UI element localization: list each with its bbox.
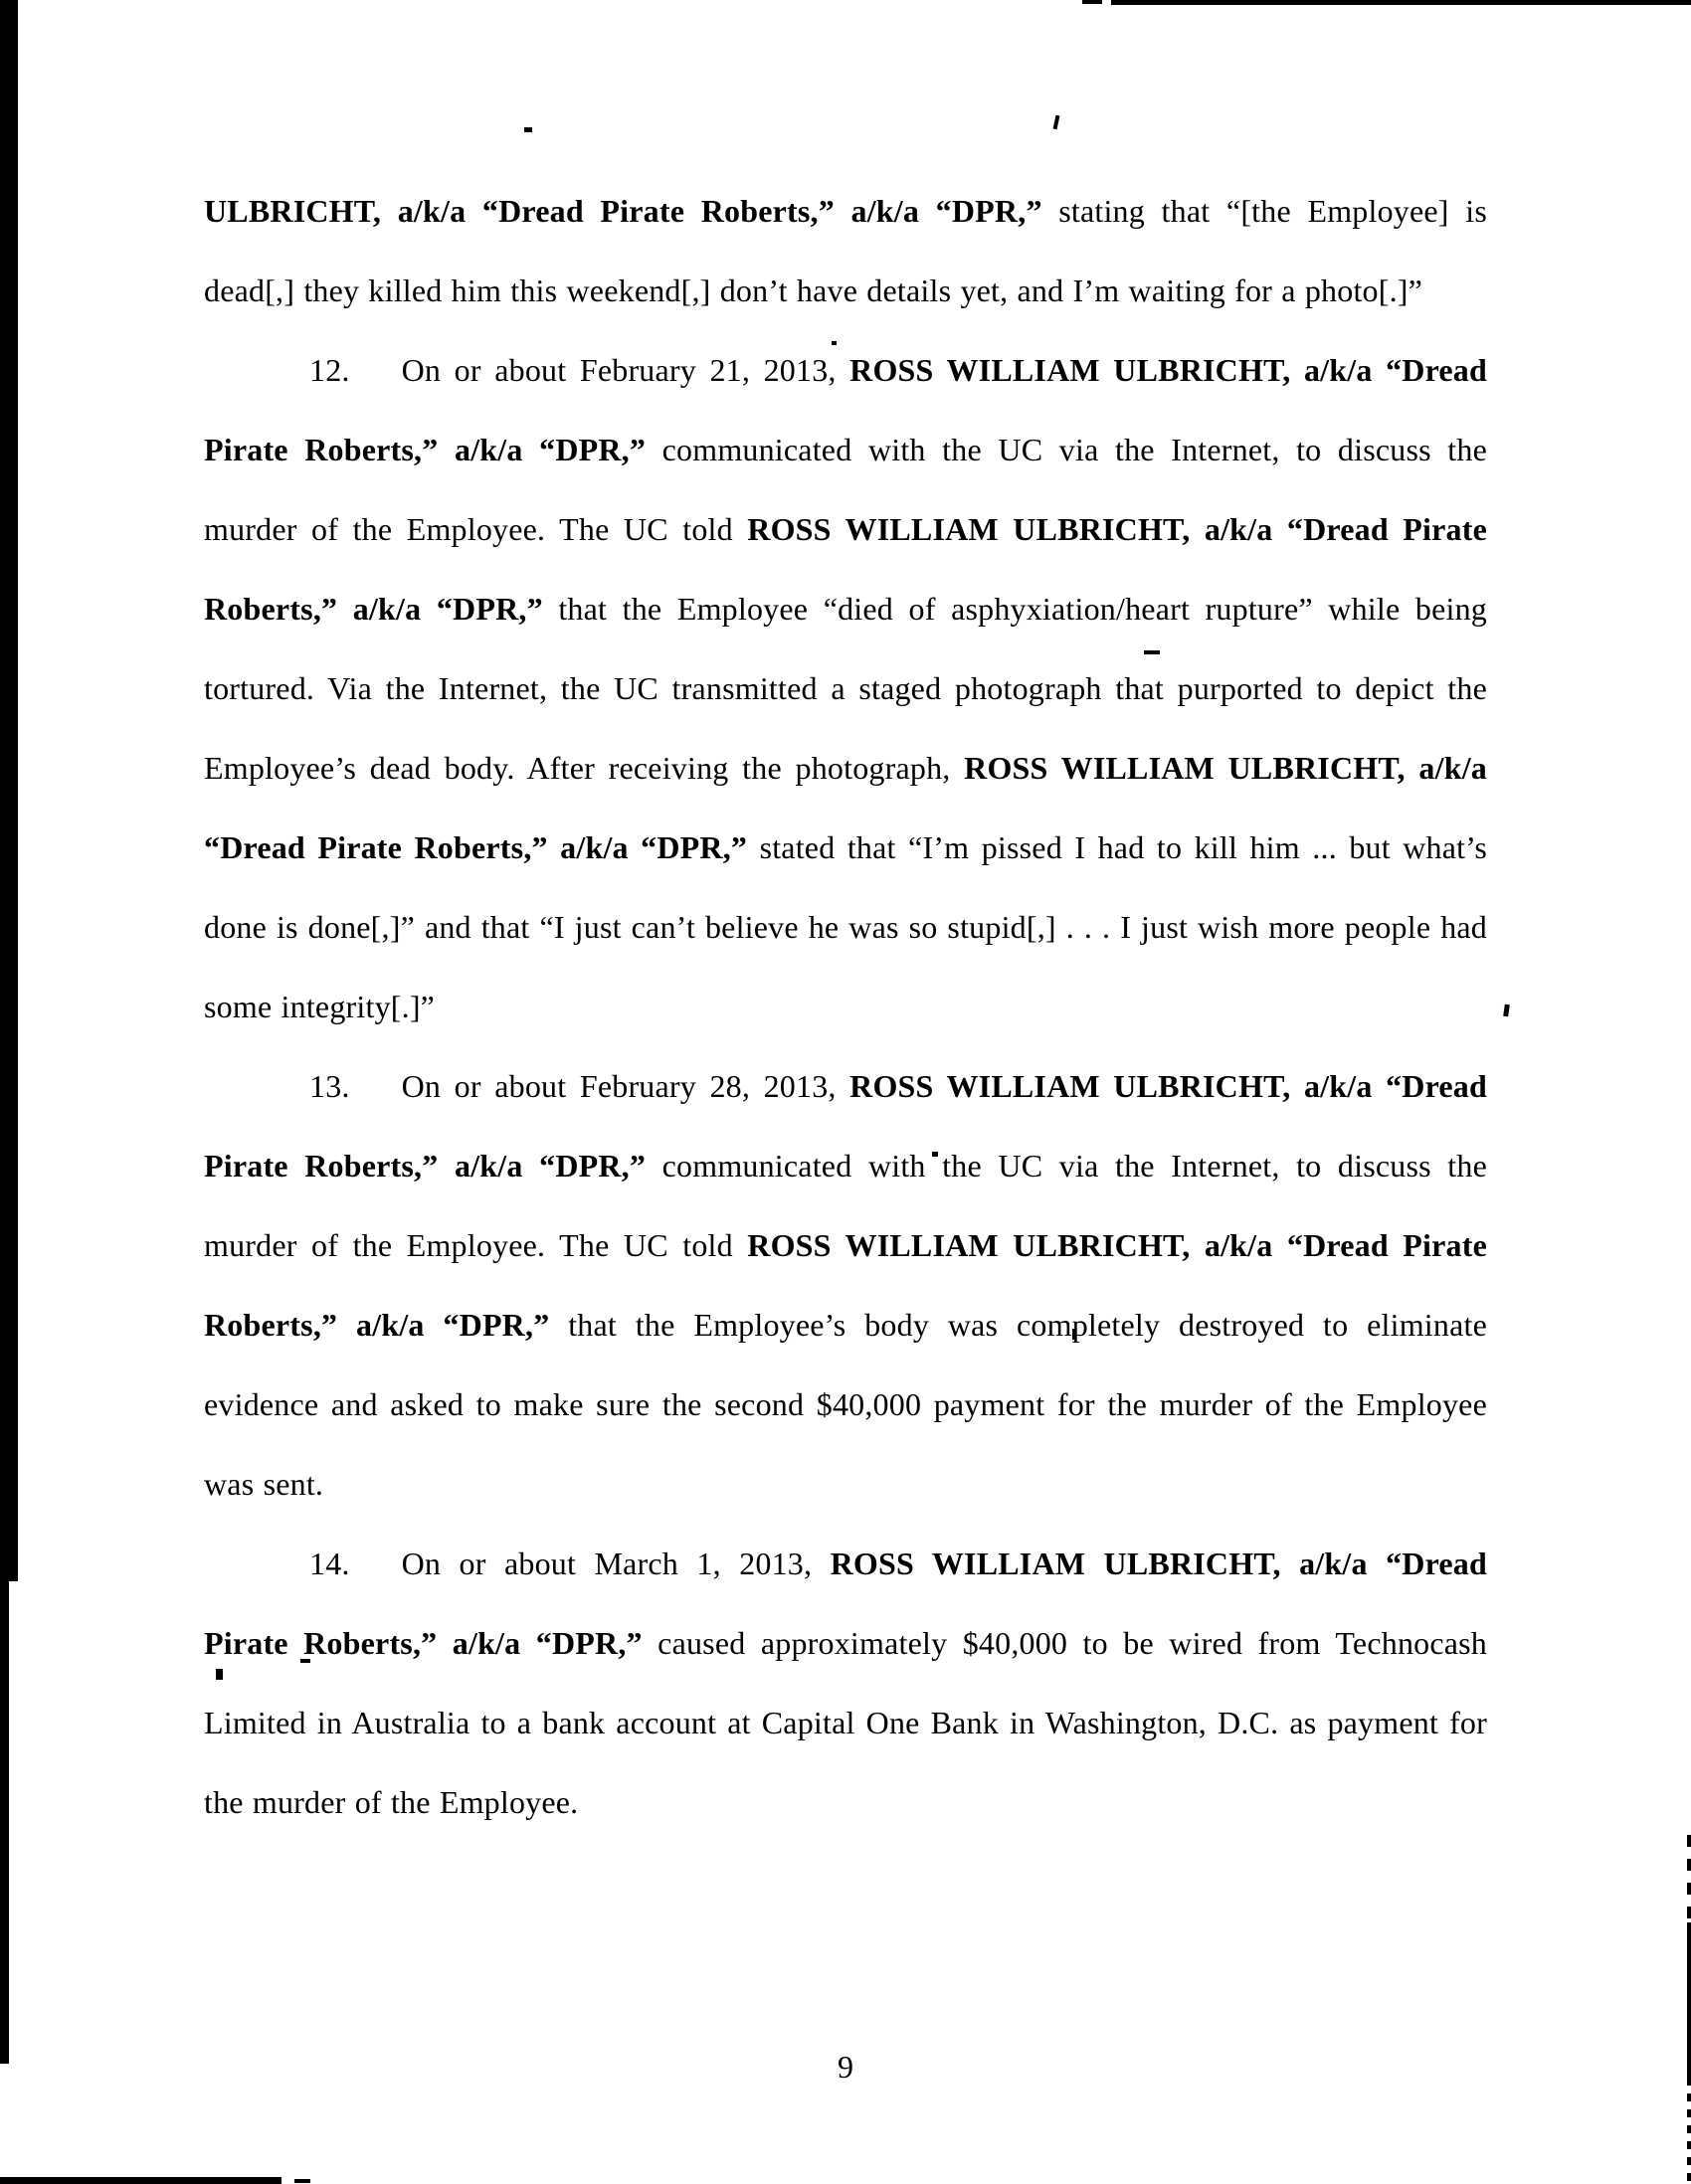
text-run: stating that “[the Employee] is dead[,] they killed him this weekend[,] don’t have details yet, and I’m waiting for a photo[.]” [204,193,1487,308]
page-number: 9 [838,2049,853,2085]
left-edge-scan-bar [0,0,18,1581]
text-run: that the Employee’s body was completely destroyed to eliminate evidence and asked to make sure the second $40,000 payment for the murder of the Employee was sent. [204,1307,1487,1502]
text-run: that the Employee “died of asphyxiation/heart rupture” while being tortured. Via the Internet, the UC transmitted a staged photograph that purported to depict the Employee’s dead body. After receiving the photograph, [204,591,1487,786]
left-edge-scan-bar-lower [0,1581,9,2064]
text-run: On or about February 21, 2013, [401,352,850,388]
scan-speck [524,127,532,132]
paragraph-13 [204,1046,1487,1524]
bold-text-run: ROSS WILLIAM ULBRICHT, a/k/a “Dread Pirate Roberts,” a/k/a “DPR,” [204,511,1487,627]
text-run: communicated with the UC via the Internet, to discuss the murder of the Employee. The UC told [204,432,1488,547]
top-edge-scan-dash [1082,0,1102,4]
text-run: caused approximately $40,000 to be wired from Technocash Limited in Australia to a bank account at Capital One Bank in Washington, D.C. as payment for the murder of the Employee. [204,1625,1487,1820]
text-run: 14. [309,1546,350,1581]
paragraph-14 [204,1524,1487,1842]
bold-text-run: ROSS WILLIAM ULBRICHT, a/k/a “Dread Pirate Roberts,” a/k/a “DPR,” [204,1227,1487,1343]
scan-speck [1053,115,1060,130]
bottom-edge-scan-dash [294,2179,310,2183]
bold-text-run: ROSS WILLIAM ULBRICHT, a/k/a “Dread Pirate Roberts,” a/k/a “DPR,” [204,352,1488,467]
bold-text-run: ROSS WILLIAM ULBRICHT, a/k/a “Dread Pirate Roberts,” a/k/a “DPR,” [204,750,1487,865]
text-run: communicated with the UC via the Internet, to discuss the murder of the Employee. The UC told [204,1148,1488,1263]
text-run: stated that “I’m pissed I had to kill him ... but what’s done is done[,]” and that “I just can’t believe he was so stupid[,] . . . I just wish more people had some integrity[.]” [204,829,1487,1024]
bold-text-run: ULBRICHT, a/k/a “Dread Pirate Roberts,” a/k/a “DPR,” [204,193,1059,229]
right-edge-dashed-line [1687,1835,1691,1922]
paragraph-continuation [204,171,1487,330]
right-edge-dashed-line-lower [1687,2078,1691,2184]
text-run: On or about March 1, 2013, [401,1546,831,1581]
top-edge-scan-line [1111,0,1691,5]
document-body [204,171,1487,1842]
bottom-edge-scan-line [0,2177,282,2184]
bold-text-run: ROSS WILLIAM ULBRICHT, a/k/a “Dread Pirate Roberts,” a/k/a “DPR,” [204,1068,1488,1183]
text-run: 12. [309,352,350,388]
paragraph-12 [204,330,1487,1046]
bold-text-run: ROSS WILLIAM ULBRICHT, a/k/a “Dread Pirate Roberts,” a/k/a “DPR,” [204,1546,1488,1661]
text-run: On or about February 28, 2013, [401,1068,850,1104]
text-run: 13. [309,1068,350,1104]
right-edge-solid-line [1687,1922,1691,2078]
scan-speck [1503,1004,1510,1017]
